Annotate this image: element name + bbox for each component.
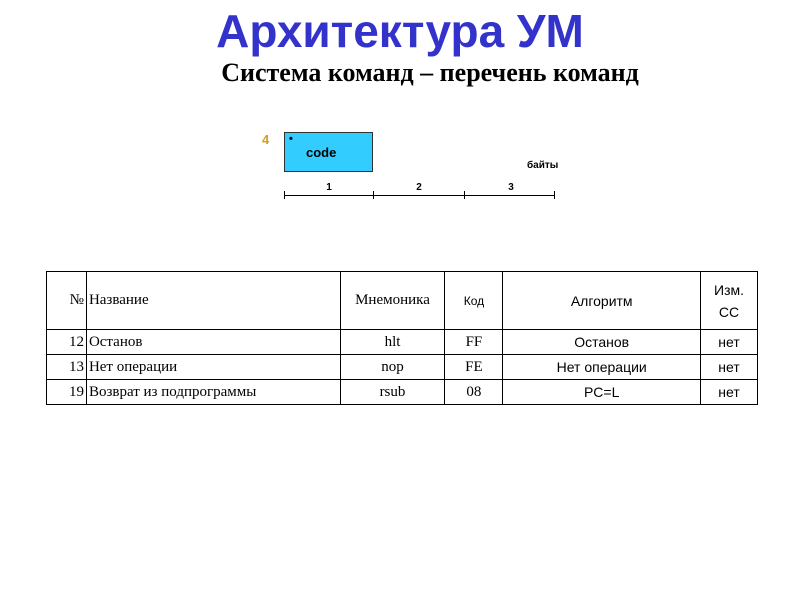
ruler-number-2: 2 (416, 182, 422, 193)
cell-code: FF (445, 330, 503, 355)
table-header-row (47, 272, 758, 330)
cell-cc: нет (701, 355, 758, 380)
table-row (47, 355, 758, 380)
table-row (47, 380, 758, 405)
header-cc (701, 272, 758, 330)
cell-cc: нет (701, 380, 758, 405)
header-code: Код (445, 272, 503, 330)
ruler-line (284, 195, 554, 196)
dot-marker: • (289, 133, 293, 145)
cell-code: 08 (445, 380, 503, 405)
header-num: № (47, 272, 87, 330)
cell-mnemonic: hlt (340, 330, 445, 355)
cell-name: Нет операции (86, 355, 340, 380)
ruler-tick (373, 191, 374, 199)
cell-num: 13 (47, 355, 87, 380)
header-name: Название (86, 272, 340, 330)
cell-code: FE (445, 355, 503, 380)
header-cc-line1: Изм. (714, 281, 744, 298)
page-title: Архитектура УМ (216, 5, 584, 57)
commands-table (46, 271, 758, 405)
cell-num: 19 (47, 380, 87, 405)
cell-num: 12 (47, 330, 87, 355)
header-mnemonic: Мнемоника (340, 272, 445, 330)
cell-name: Останов (86, 330, 340, 355)
cell-algorithm: PC=L (503, 380, 701, 405)
byte-ruler (284, 182, 555, 202)
ruler-number-1: 1 (326, 182, 332, 193)
cell-mnemonic: rsub (340, 380, 445, 405)
cell-cc: нет (701, 330, 758, 355)
format-number: 4 (262, 132, 270, 147)
page-subtitle: Система команд – перечень команд (221, 58, 639, 87)
cell-algorithm: Нет операции (503, 355, 701, 380)
code-field-box (284, 132, 373, 172)
code-field-label: code (306, 145, 337, 160)
header-cc-line2: СС (718, 303, 740, 320)
ruler-number-3: 3 (508, 182, 514, 193)
ruler-tick (284, 191, 285, 199)
ruler-tick (554, 191, 555, 199)
cell-name: Возврат из подпрограммы (86, 380, 340, 405)
cell-mnemonic: nop (340, 355, 445, 380)
header-algorithm: Алгоритм (503, 272, 701, 330)
cell-algorithm: Останов (503, 330, 701, 355)
table-row (47, 330, 758, 355)
ruler-tick (464, 191, 465, 199)
bytes-label: байты (527, 160, 559, 171)
